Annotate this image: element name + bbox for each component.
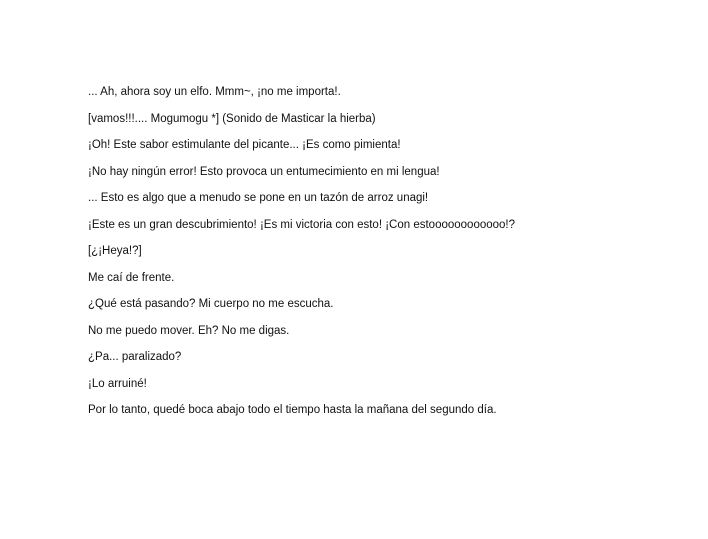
paragraph-line-9: ¿Qué está pasando? Mi cuerpo no me escucha. — [88, 298, 334, 310]
paragraph-line-11: ¿Pa... paralizado? — [88, 351, 182, 363]
paragraph-line-7: [¿¡Heya!?] — [88, 245, 142, 257]
document-body — [88, 84, 688, 429]
paragraph-line-13: Por lo tanto, quedé boca abajo todo el tiempo hasta la mañana del segundo día. — [88, 404, 497, 416]
paragraph-line-2: [vamos!!!.... Mogumogu *] (Sonido de Masticar la hierba) — [88, 112, 376, 125]
paragraph-line-4: ¡No hay ningún error! Esto provoca un entumecimiento en mi lengua! — [88, 165, 440, 178]
paragraph-line-6: ¡Este es un gran descubrimiento! ¡Es mi victoria con esto! ¡Con estoooooooooooo!? — [88, 218, 516, 231]
paragraph-line-12: ¡Lo arruiné! — [88, 377, 147, 390]
paragraph-line-5: ... Esto es algo que a menudo se pone en un tazón de arroz unagi! — [88, 192, 429, 204]
paragraph-line-10: No me puedo mover. Eh? No me digas. — [88, 324, 290, 337]
paragraph-line-3: ¡Oh! Este sabor estimulante del picante... ¡Es como pimienta! — [88, 139, 401, 151]
paragraph-line-8: Me caí de frente. — [88, 271, 175, 284]
paragraph-line-1: ... Ah, ahora soy un elfo. Mmm~, ¡no me importa!. — [88, 86, 341, 98]
